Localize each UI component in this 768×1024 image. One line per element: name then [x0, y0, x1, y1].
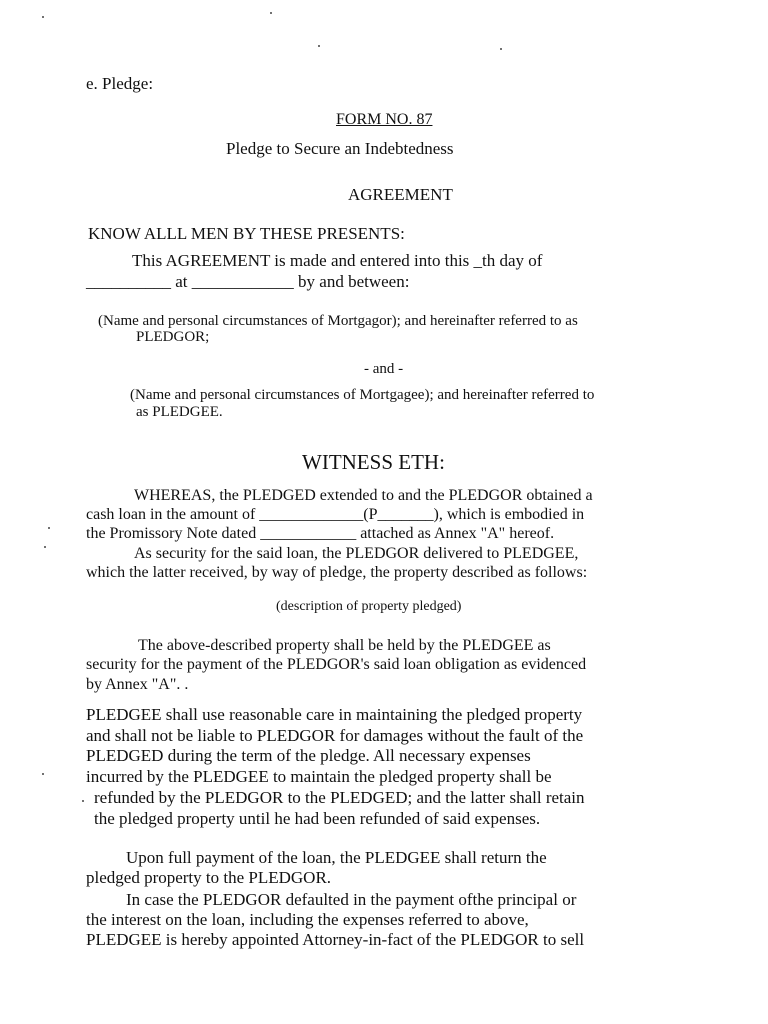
scan-speck — [500, 48, 502, 50]
intro-line: This AGREEMENT is made and entered into this _th day of — [132, 251, 543, 270]
held-line: by Annex "A". . — [86, 676, 189, 693]
scan-speck — [48, 527, 50, 529]
held-line: The above-described property shall be held by the PLEDGEE as — [138, 637, 551, 654]
scan-speck — [42, 773, 44, 775]
whereas-line: the Promissory Note dated ____________ attached as Annex "A" hereof. — [86, 525, 555, 542]
security-line: As security for the said loan, the PLEDGOR delivered to PLEDGEE, — [134, 545, 579, 562]
care-line: and shall not be liable to PLEDGOR for damages without the fault of the — [86, 726, 584, 745]
agreement-heading: AGREEMENT — [348, 185, 453, 204]
scan-speck — [270, 12, 272, 14]
scan-speck — [82, 800, 84, 802]
intro-line: __________ at ____________ by and between: — [86, 272, 410, 291]
and-separator: - and - — [364, 361, 404, 377]
scan-speck — [42, 16, 44, 18]
mortgagor-line: (Name and personal circumstances of Mortgagor); and hereinafter referred to as — [98, 313, 578, 329]
scan-speck — [318, 45, 320, 47]
default-line: In case the PLEDGOR defaulted in the payment ofthe principal or — [126, 890, 577, 909]
form-title: Pledge to Secure an Indebtedness — [226, 139, 454, 158]
know-all-men-line: KNOW ALLL MEN BY THESE PRESENTS: — [88, 224, 405, 243]
default-line: PLEDGEE is hereby appointed Attorney-in-fact of the PLEDGOR to sell — [86, 930, 585, 949]
property-description: (description of property pledged) — [276, 599, 462, 614]
care-line: refunded by the PLEDGOR to the PLEDGED; and the latter shall retain — [94, 788, 585, 807]
scan-speck — [44, 546, 46, 548]
care-line: PLEDGED during the term of the pledge. All necessary expenses — [86, 746, 531, 765]
full-payment-line: Upon full payment of the loan, the PLEDGEE shall return the — [126, 848, 547, 867]
whereas-line: cash loan in the amount of _____________(P_______), which is embodied in — [86, 506, 585, 523]
care-line: the pledged property until he had been refunded of said expenses. — [94, 809, 541, 828]
default-line: the interest on the loan, including the expenses referred to above, — [86, 910, 529, 929]
form-number: FORM NO. 87 — [336, 111, 433, 128]
mortgagee-line: as PLEDGEE. — [136, 404, 223, 420]
care-line: incurred by the PLEDGEE to maintain the pledged property shall be — [86, 767, 552, 786]
whereas-line: WHEREAS, the PLEDGED extended to and the PLEDGOR obtained a — [134, 487, 593, 504]
security-line: which the latter received, by way of pledge, the property described as follows: — [86, 564, 588, 581]
witnesseth-heading: WITNESS ETH: — [302, 450, 445, 474]
mortgagee-line: (Name and personal circumstances of Mortgagee); and hereinafter referred to — [130, 387, 595, 403]
section-heading: e. Pledge: — [86, 74, 154, 93]
full-payment-line: pledged property to the PLEDGOR. — [86, 868, 332, 887]
mortgagor-line: PLEDGOR; — [136, 329, 210, 345]
held-line: security for the payment of the PLEDGOR's said loan obligation as evidenced — [86, 656, 587, 673]
care-line: PLEDGEE shall use reasonable care in maintaining the pledged property — [86, 705, 583, 724]
